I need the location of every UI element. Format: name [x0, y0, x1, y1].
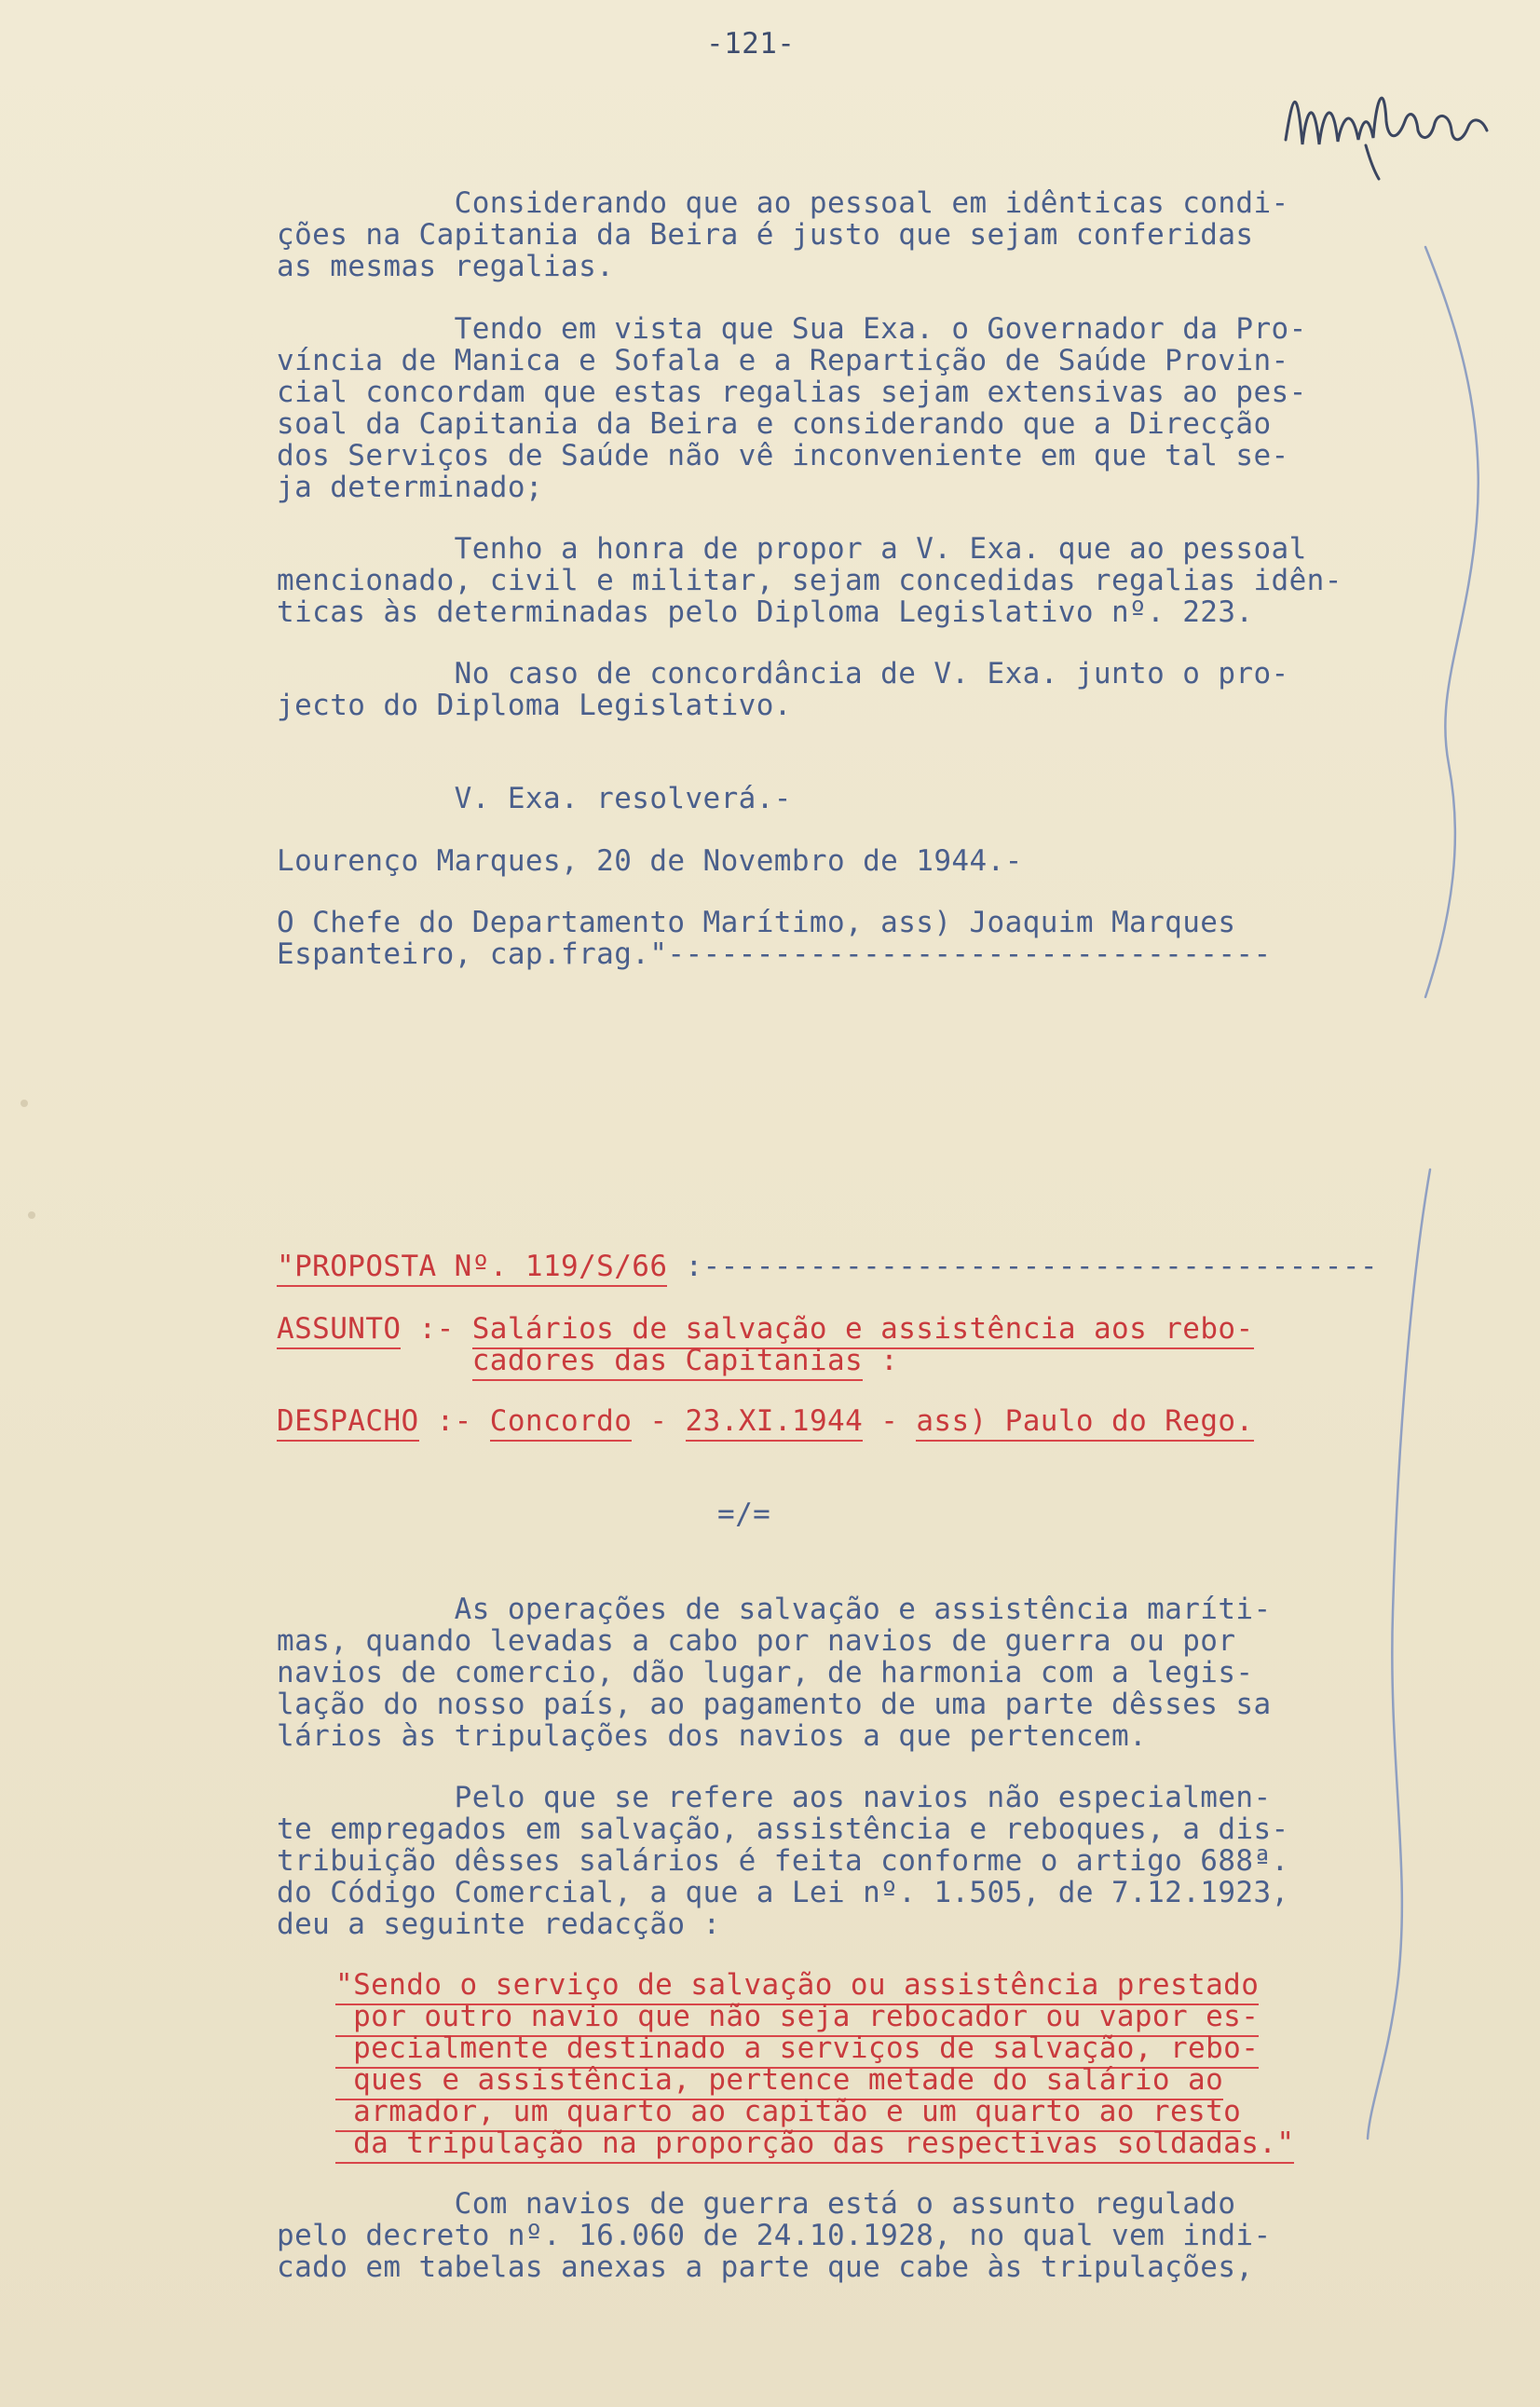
- paragraph-line: do Código Comercial, a que a Lei nº. 1.505, de 7.12.1923,: [277, 1876, 1289, 1909]
- paragraph-line: Tendo em vista que Sua Exa. o Governador da Pro-: [277, 312, 1307, 346]
- proposal-title: "PROPOSTA Nº. 119/S/66: [277, 1250, 667, 1287]
- page-number: -121-: [706, 27, 796, 61]
- despacho-dash: -: [632, 1404, 686, 1438]
- closing-line: O Chefe do Departamento Marítimo, ass) Joaquim Marques: [277, 906, 1236, 939]
- paragraph-line: mas, quando levadas a cabo por navios de guerra ou por: [277, 1624, 1236, 1658]
- punch-hole-mark: [20, 1100, 28, 1107]
- paragraph-line: deu a seguinte redacção :: [277, 1908, 721, 1941]
- quote-text: ques e assistência, pertence metade do salário ao: [335, 2063, 1223, 2100]
- despacho-signature: ass) Paulo do Rego.: [916, 1404, 1253, 1442]
- paragraph-line: As operações de salvação e assistência maríti-: [277, 1593, 1272, 1626]
- paragraph-line: Pelo que se refere aos navios não especialmen-: [277, 1781, 1272, 1814]
- quote-text: armador, um quarto ao capitão e um quarto ao resto: [335, 2095, 1241, 2132]
- assunto-text: Salários de salvação e assistência aos rebo-: [472, 1312, 1254, 1349]
- resolution-line: V. Exa. resolverá.-: [277, 782, 792, 815]
- assunto-line-2: [277, 1345, 898, 1376]
- pencil-margin-bracket: [1397, 242, 1509, 1006]
- proposal-title-dashes: :--------------------------------------: [667, 1250, 1378, 1283]
- quote-text: da tripulação na proporção das respectivas soldadas.": [335, 2127, 1294, 2164]
- date-line: Lourenço Marques, 20 de Novembro de 1944.-: [277, 844, 1023, 878]
- despacho-date: 23.XI.1944: [686, 1404, 864, 1442]
- section-separator: =/=: [717, 1498, 771, 1531]
- paragraph-line: tribuição dêsses salários é feita conforme o artigo 688ª.: [277, 1844, 1289, 1878]
- quote-text: pecialmente destinado a serviços de salvação, rebo-: [335, 2031, 1259, 2069]
- assunto-line: [277, 1313, 1254, 1345]
- proposal-title-line: [277, 1251, 1378, 1282]
- quote-line: [335, 2001, 1259, 2032]
- paragraph-line: soal da Capitania da Beira e considerando que a Direcção: [277, 407, 1272, 441]
- quote-line: [335, 2096, 1241, 2127]
- paragraph-line: ções na Capitania da Beira é justo que sejam conferidas: [277, 218, 1254, 252]
- quote-text: "Sendo o serviço de salvação ou assistência prestado: [335, 1968, 1259, 2005]
- paragraph-line: cial concordam que estas regalias sejam extensivas ao pes-: [277, 376, 1307, 409]
- despacho-dash: -: [863, 1404, 917, 1438]
- paragraph-line: pelo decreto nº. 16.060 de 24.10.1928, no qual vem indi-: [277, 2219, 1272, 2252]
- paragraph-line: ticas às determinadas pelo Diploma Legislativo nº. 223.: [277, 595, 1254, 629]
- punch-hole-mark: [28, 1211, 35, 1219]
- paragraph-line: víncia de Manica e Sofala e a Repartição de Saúde Provin-: [277, 344, 1289, 377]
- paragraph-line: mencionado, civil e militar, sejam concedidas regalias idên-: [277, 564, 1342, 597]
- despacho-label: DESPACHO: [277, 1404, 419, 1442]
- paragraph-line: navios de comercio, dão lugar, de harmonia com a legis-: [277, 1656, 1254, 1689]
- assunto-separator: :-: [401, 1312, 472, 1346]
- paragraph-line: as mesmas regalias.: [277, 250, 615, 283]
- quote-line: [335, 2127, 1294, 2159]
- paragraph-line: Com navios de guerra está o assunto regulado: [277, 2187, 1236, 2221]
- assunto-text-2: cadores das Capitanias: [472, 1344, 863, 1381]
- assunto-end: :: [863, 1344, 899, 1377]
- paragraph-line: No caso de concordância de V. Exa. junto o pro-: [277, 657, 1289, 691]
- despacho-concordo: Concordo: [490, 1404, 633, 1442]
- paragraph-line: te empregados em salvação, assistência e reboques, a dis-: [277, 1812, 1289, 1846]
- despacho-line: [277, 1405, 1254, 1437]
- paragraph-line: lários às tripulações dos navios a que pertencem.: [277, 1719, 1148, 1753]
- despacho-separator: :-: [418, 1404, 490, 1438]
- paragraph-line: dos Serviços de Saúde não vê inconveniente em que tal se-: [277, 439, 1289, 472]
- quote-line: [335, 1969, 1259, 2001]
- quote-text: por outro navio que não seja rebocador ou vapor es-: [335, 2000, 1259, 2037]
- paragraph-line: Considerando que ao pessoal em idênticas condi-: [277, 186, 1289, 220]
- paragraph-line: Tenho a honra de propor a V. Exa. que ao pessoal: [277, 532, 1307, 566]
- closing-line: Espanteiro, cap.frag."----------------------------------: [277, 937, 1272, 971]
- paragraph-line: cado em tabelas anexas a parte que cabe às tripulações,: [277, 2250, 1254, 2284]
- assunto-label: ASSUNTO: [277, 1312, 401, 1349]
- quote-line: [335, 2064, 1223, 2096]
- quote-line: [335, 2032, 1259, 2064]
- handwritten-signature: [1276, 56, 1500, 186]
- paragraph-line: ja determinado;: [277, 471, 543, 504]
- paragraph-line: jecto do Diploma Legislativo.: [277, 689, 792, 722]
- pencil-margin-bracket: [1360, 1165, 1472, 2143]
- paragraph-line: lação do nosso país, ao pagamento de uma parte dêsses sa: [277, 1688, 1272, 1721]
